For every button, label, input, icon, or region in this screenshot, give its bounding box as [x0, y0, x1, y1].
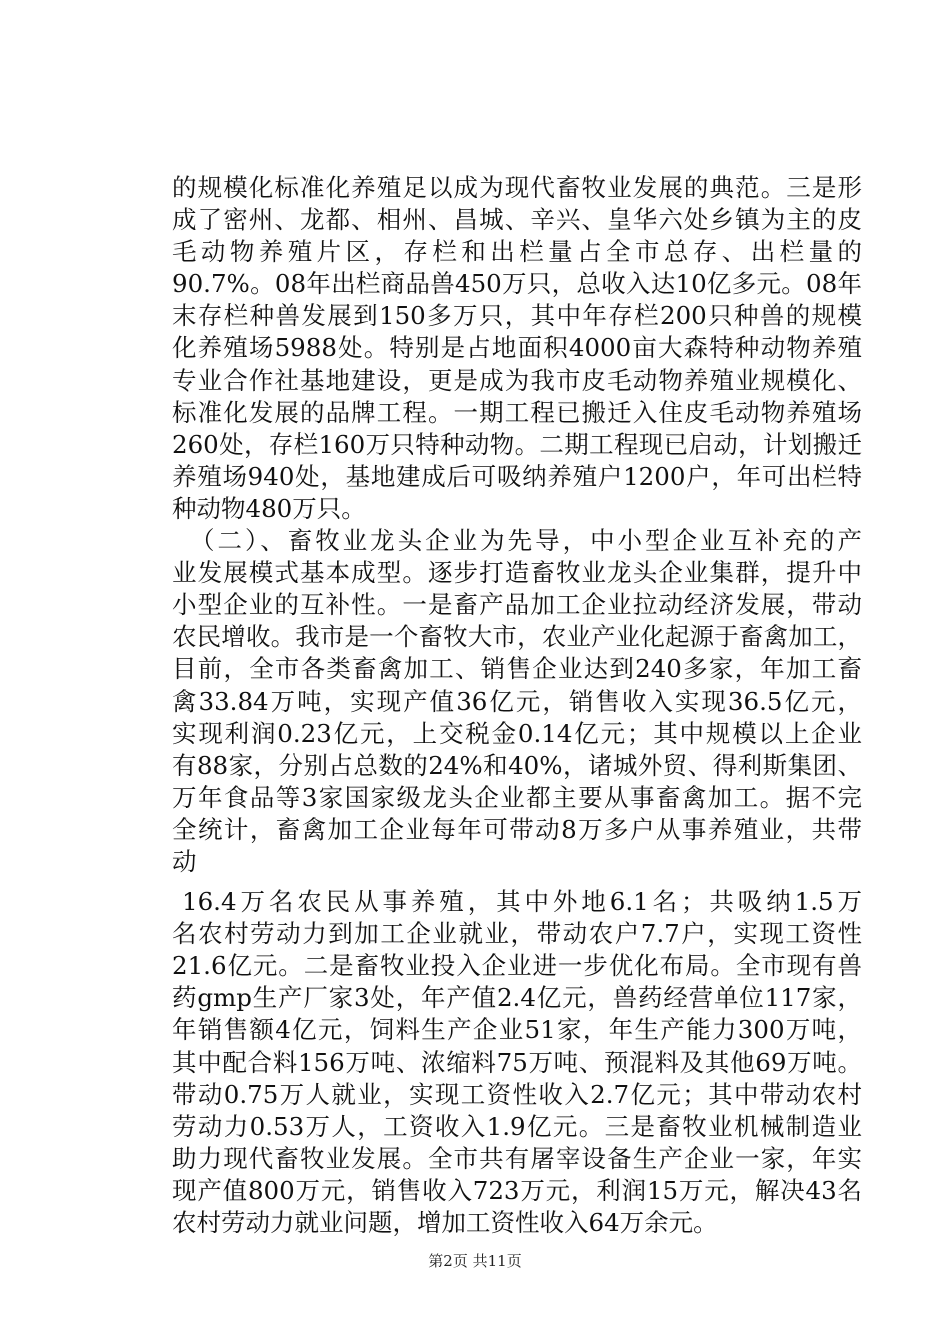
- text-line: 实现利润0.23亿元，上交税金0.14亿元；其中规模以上企业: [172, 718, 862, 748]
- text-line: （二）、畜牧业龙头企业为先导，中小型企业互补充的产: [190, 526, 862, 556]
- text-line: 动: [172, 846, 197, 876]
- page-number-footer: 第2页 共11页: [428, 1252, 522, 1270]
- text-line: 药gmp生产厂家3处，年产值2.4亿元，兽药经营单位117家，: [172, 983, 862, 1013]
- text-line: 末存栏种兽发展到150多万只，其中年存栏200只种兽的规模: [172, 301, 862, 331]
- text-line: 21.6亿元。二是畜牧业投入企业进一步优化布局。全市现有兽: [172, 951, 862, 981]
- paragraph-2: [172, 525, 862, 878]
- text-line: 种动物480万只。: [172, 493, 366, 523]
- text-line: 禽33.84万吨，实现产值36亿元，销售收入实现36.5亿元，: [172, 686, 862, 716]
- text-line: 90.7%。08年出栏商品兽450万只，总收入达10亿多元。08年: [172, 269, 862, 299]
- paragraph-1: [172, 172, 862, 525]
- text-line: 16.4万名农民从事养殖，其中外地6.1名；共吸纳1.5万: [182, 887, 862, 917]
- text-line: 现产值800万元，销售收入723万元，利润15万元，解决43名: [172, 1175, 862, 1205]
- paragraph-3: [172, 886, 862, 1239]
- text-line: 年销售额4亿元，饲料生产企业51家，年生产能力300万吨，: [172, 1015, 862, 1045]
- text-line: 成了密州、龙都、相州、昌城、辛兴、皇华六处乡镇为主的皮: [172, 205, 862, 235]
- text-line: 毛动物养殖片区，存栏和出栏量占全市总存、出栏量的: [172, 237, 862, 267]
- text-line: 目前，全市各类畜禽加工、销售企业达到240多家，年加工畜: [172, 654, 862, 684]
- text-line: 化养殖场5988处。特别是占地面积4000亩大森特种动物养殖: [172, 333, 862, 363]
- text-line: 有88家，分别占总数的24%和40%，诸城外贸、得利斯集团、: [172, 750, 862, 780]
- text-line: 全统计，畜禽加工企业每年可带动8万多户从事养殖业，共带: [172, 814, 862, 844]
- text-line: 名农村劳动力到加工企业就业，带动农户7.7户，实现工资性: [172, 919, 862, 949]
- text-line: 带动0.75万人就业，实现工资性收入2.7亿元；其中带动农村: [172, 1079, 862, 1109]
- text-line: 农民增收。我市是一个畜牧大市，农业产业化起源于畜禽加工，: [172, 622, 862, 652]
- text-line: 劳动力0.53万人，工资收入1.9亿元。三是畜牧业机械制造业: [172, 1111, 862, 1141]
- text-line: 业发展模式基本成型。逐步打造畜牧业龙头企业集群，提升中: [172, 558, 862, 588]
- text-line: 专业合作社基地建设，更是成为我市皮毛动物养殖业规模化、: [172, 365, 862, 395]
- text-line: 其中配合料156万吨、浓缩料75万吨、预混料及其他69万吨。: [172, 1047, 862, 1077]
- text-line: 260处，存栏160万只特种动物。二期工程现已启动，计划搬迁: [172, 429, 862, 459]
- document-body: [172, 172, 862, 1239]
- text-line: 农村劳动力就业问题，增加工资性收入64万余元。: [172, 1208, 718, 1237]
- paragraph-gap: [172, 878, 862, 886]
- text-line: 标准化发展的品牌工程。一期工程已搬迁入住皮毛动物养殖场: [172, 397, 862, 427]
- text-line: 的规模化标准化养殖足以成为现代畜牧业发展的典范。三是形: [172, 173, 862, 202]
- text-line: 助力现代畜牧业发展。全市共有屠宰设备生产企业一家，年实: [172, 1143, 862, 1173]
- text-line: 养殖场940处，基地建成后可吸纳养殖户1200户，年可出栏特: [172, 461, 862, 491]
- text-line: 万年食品等3家国家级龙头企业都主要从事畜禽加工。据不完: [172, 782, 862, 812]
- text-line: 小型企业的互补性。一是畜产品加工企业拉动经济发展，带动: [172, 590, 862, 620]
